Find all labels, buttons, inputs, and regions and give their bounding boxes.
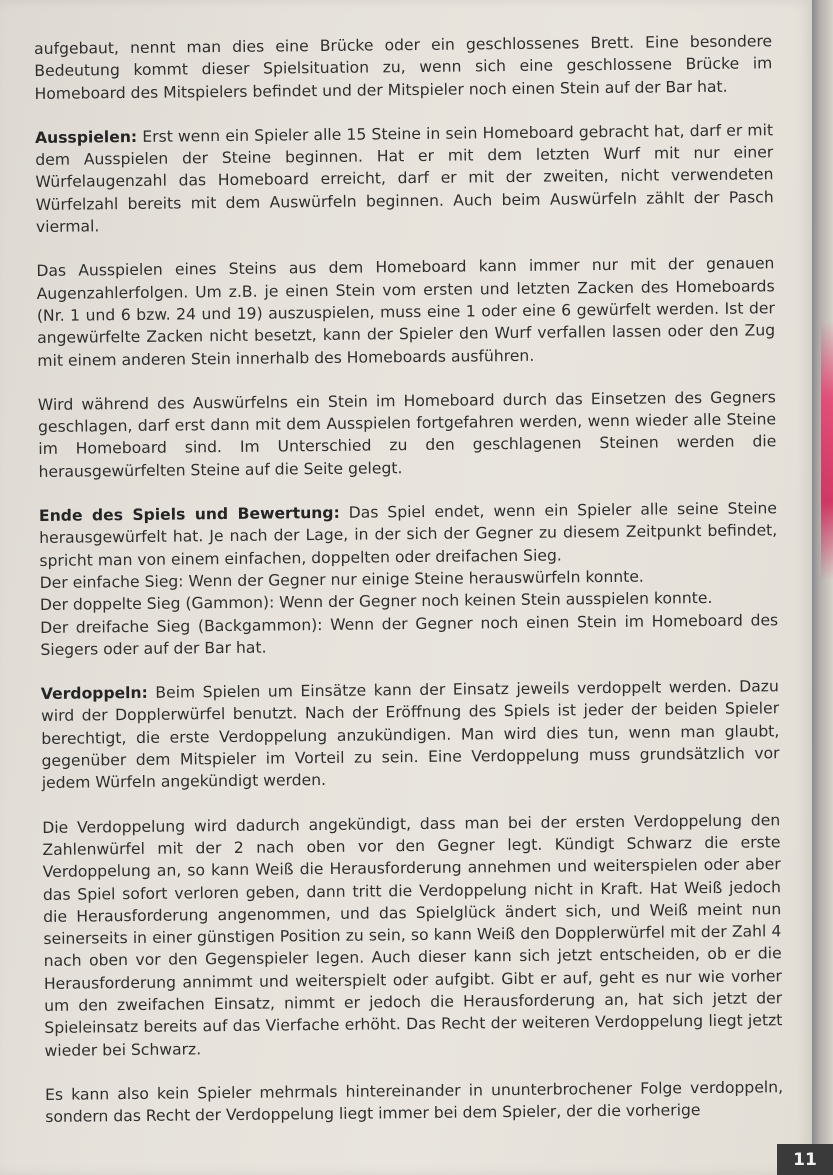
heading-ausspielen: Ausspielen: xyxy=(34,127,138,147)
heading-verdoppeln: Verdoppeln: xyxy=(40,683,148,704)
paragraph-ende: Ende des Spiels und Bewertung: Das Spiel endet, wenn ein Spieler alle seine Steine herausgewürfelt hat. Je nach der Lage, in der sich der Gegner zu diesem Zeitpunkt befindet, spricht man von einem einfachen, doppelten oder dreifachen Sieg. xyxy=(38,499,778,570)
page-number: 11 xyxy=(777,1144,833,1175)
line-dreifacher-sieg: Der dreifache Sieg (Backgammon): Wenn der Gegner noch einen Stein im Homeboard des Siegers oder auf der Bar hat. xyxy=(40,610,779,659)
paragraph-recht: Es kann also kein Spieler mehrmals hintereinander in ununterbrochener Folge verdoppeln, sondern das Recht der Verdoppelung liegt immer bei dem Spieler, der die vorherige xyxy=(44,1078,784,1127)
heading-ende: Ende des Spiels und Bewertung: xyxy=(38,503,340,526)
paragraph-verdoppeln: Verdoppeln: Beim Spielen um Einsätze kann der Einsatz jeweils verdoppelt werden. Dazu wird der Dopplerwürfel benutzt. Nach der Eröffnung des Spiels ist jeder der beiden Spieler berechtigt, die erste Verdoppelung anzukündigen. Man wird dies tun, wenn man glaubt, gegenüber dem Mitspieler im Vorteil zu sein. Eine Verdoppelung muss grundsätzlich vor jedem Würfeln angekündigt werden. xyxy=(40,677,780,793)
paragraph-bruecke: aufgebaut, nennt man dies eine Brücke oder ein geschlossenes Brett. Eine besondere Bedeutung kommt dieser Spielsituation zu, wenn sich eine geschlossene Brücke im Homeboard des Mitspielers befindet und der Mitspieler noch einen Stein auf der Bar hat. xyxy=(34,32,773,103)
page-edge xyxy=(812,0,833,1175)
page-text xyxy=(34,30,784,1150)
paragraph-geschlagen: Wird während des Auswürfelns ein Stein im Homeboard durch das Einsetzen des Gegners geschlagen, darf erst dann mit dem Ausspielen fortgefahren werden, wenn wieder alle Steine im Homeboard sind. Im Unterschied zu den geschlagenen Steinen werden die herausgewürfelten Steine auf die Seite gelegt. xyxy=(37,388,777,481)
paragraph-verdoppelung: Die Verdoppelung wird dadurch angekündigt, dass man bei der ersten Verdoppelung den Zahlenwürfel mit der 2 nach oben vor den Gegner legt. Kündigt Schwarz die erste Verdoppelung an, so kann Weiß die Herausforderung annehmen und weiterspielen oder aber das Spiel sofort verloren geben, dann tritt die Verdoppelung nicht in Kraft. Hat Weiß jedoch die Herausforderung angenommen, und das Spielglück ändert sich, und Weiß meint nun seinerseits in einer günstigen Position zu sein, so kann Weiß den Dopplerwürfel mit der Zahl 4 nach oben vor den Gegenspieler legen. Auch dieser kann sich jetzt entscheiden, ob er die Herausforderung annimmt und weiterspielt oder aufgibt. Gibt er auf, geht es nur wie vorher um den zweifachen Einsatz, nimmt er jedoch die Herausforderung an, hat sich jetzt der Spieleinsatz bereits auf das Vierfache erhöht. Das Recht der weiteren Verdoppelung liegt jetzt wieder bei Schwarz. xyxy=(42,810,783,1060)
paragraph-augenzahl: Das Ausspielen eines Steins aus dem Homeboard kann immer nur mit der genauen Augenzahlerfolgen. Um z.B. je einen Stein vom ersten und letzten Zacken des Homeboards (Nr. 1 und 6 bzw. 24 und 19) auszuspielen, muss eine 1 oder eine 6 gewürfelt werden. Ist der angewürfelte Zacken nicht besetzt, kann der Spieler den Wurf verfallen lassen oder den Zug mit einem anderen Stein innerhalb des Homeboards ausführen. xyxy=(36,254,776,370)
line-doppelter-sieg: Der doppelte Sieg (Gammon): Wenn der Gegner noch keinen Stein ausspielen konnte. xyxy=(39,589,713,615)
line-einfacher-sieg: Der einfache Sieg: Wenn der Gegner nur einige Steine herauswürfeln konnte. xyxy=(39,567,644,592)
colored-edge-accent xyxy=(821,320,833,580)
paragraph-ausspielen: Ausspielen: Erst wenn ein Spieler alle 15 Steine in sein Homeboard gebracht hat, darf er mit dem Ausspielen der Steine beginnen. Hat er mit dem letzten Wurf mit nur einer Würfelaugenzahl das Homeboard erreicht, darf er mit der zweiten, nicht verwendeten Würfelzahl bereits mit dem Auswürfeln beginnen. Auch beim Auswürfeln zählt der Pasch viermal. xyxy=(34,121,774,237)
